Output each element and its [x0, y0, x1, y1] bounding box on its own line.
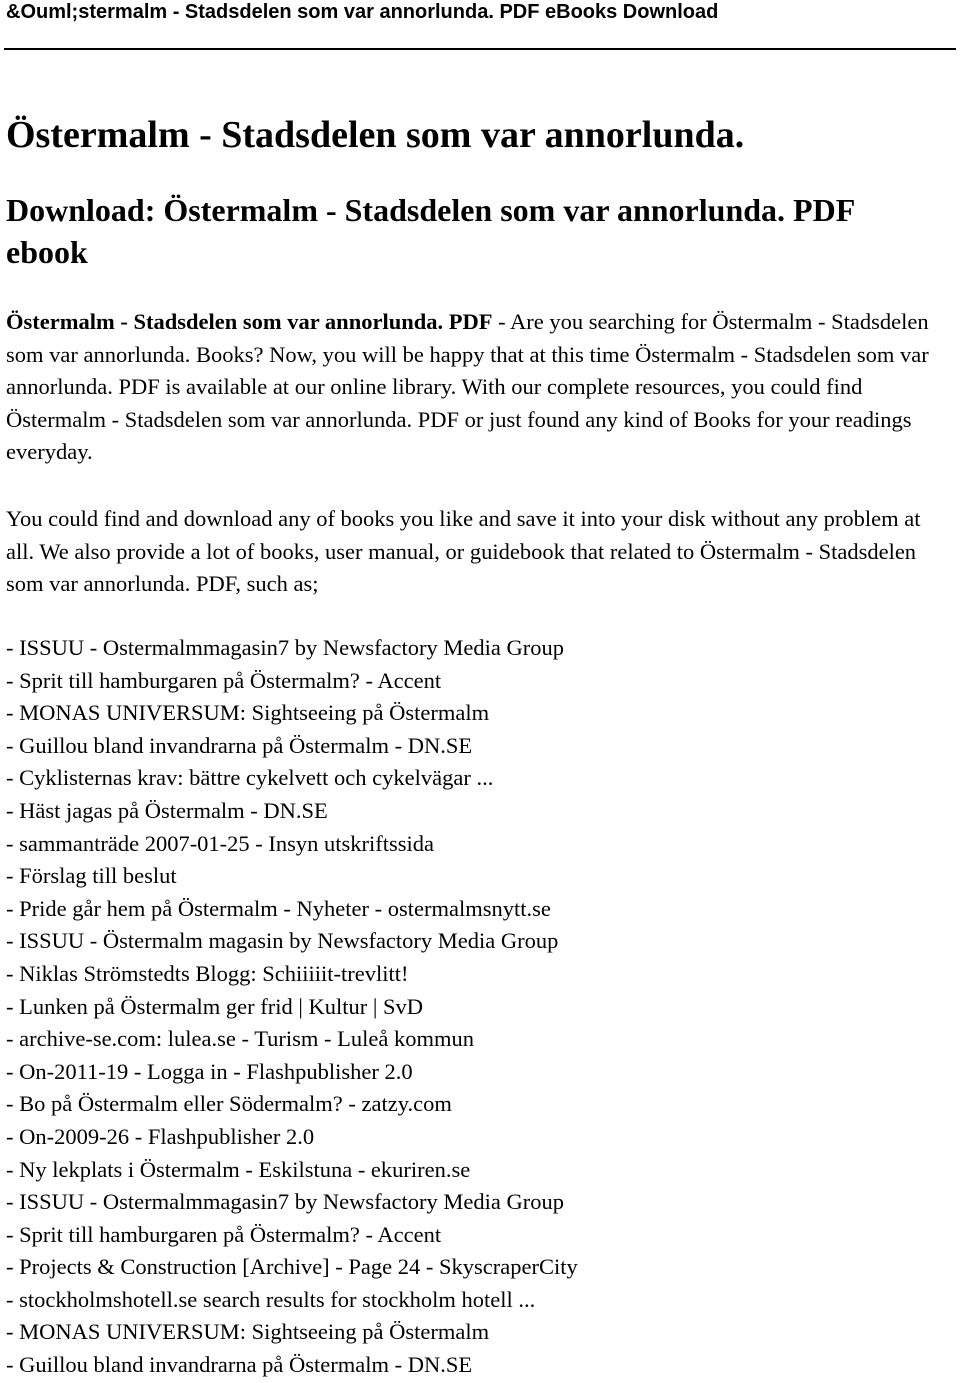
related-books-list [6, 632, 578, 1382]
list-item: - Bo på Östermalm eller Södermalm? - zatzy.com [6, 1091, 452, 1117]
list-item: - sammanträde 2007-01-25 - Insyn utskriftssida [6, 830, 435, 856]
list-item: - Guillou bland invandrarna på Östermalm - DN.SE [6, 1352, 473, 1378]
list-item: - Pride går hem på Östermalm - Nyheter - ostermalmsnytt.se [6, 895, 551, 921]
list-item: - Förslag till beslut [6, 863, 177, 889]
header-divider [4, 48, 956, 50]
list-item: - Guillou bland invandrarna på Östermalm - DN.SE [6, 732, 473, 758]
list-item: - Ny lekplats i Östermalm - Eskilstuna - ekuriren.se [6, 1156, 471, 1182]
list-item: - Lunken på Östermalm ger frid | Kultur | SvD [6, 993, 424, 1019]
list-item: - Projects & Construction [Archive] - Page 24 - SkyscraperCity [6, 1254, 578, 1280]
intro-paragraph [6, 306, 954, 469]
list-item: - Sprit till hamburgaren på Östermalm? - Accent [6, 667, 442, 693]
intro-text: - Are you searching for Östermalm - Stadsdelen som var annorlunda. Books? Now, you will be happy that at this time Östermalm - Stadsdelen som var annorlunda. PDF is available at our online library. With our complete resources, you could find Östermalm - Stadsdelen som var annorlunda. PDF or just found any kind of Books for your readings everyday. [6, 309, 929, 464]
list-item: - stockholmshotell.se search results for stockholm hotell ... [6, 1286, 536, 1312]
list-item: - On-2009-26 - Flashpublisher 2.0 [6, 1123, 315, 1149]
list-item: - ISSUU - Ostermalmmagasin7 by Newsfactory Media Group [6, 635, 565, 660]
document-title: Östermalm - Stadsdelen som var annorlunda. [6, 114, 745, 156]
list-item: - Niklas Strömstedts Blogg: Schiiiiit-trevlitt! [6, 960, 409, 986]
intro-bold-title: Östermalm - Stadsdelen som var annorlunda. PDF [6, 309, 493, 334]
list-item: - archive-se.com: lulea.se - Turism - Luleå kommun [6, 1026, 475, 1052]
page-header-title: &Ouml;stermalm - Stadsdelen som var annorlunda. PDF eBooks Download [6, 1, 719, 23]
list-item: - MONAS UNIVERSUM: Sightseeing på Östermalm [6, 700, 490, 726]
list-item: - ISSUU - Östermalm magasin by Newsfactory Media Group [6, 928, 559, 954]
list-item: - Cyklisternas krav: bättre cykelvett och cykelvägar ... [6, 765, 494, 791]
list-item: - ISSUU - Ostermalmmagasin7 by Newsfactory Media Group [6, 1189, 565, 1215]
download-paragraph: You could find and download any of books you like and save it into your disk without any problem at all. We also provide a lot of books, user manual, or guidebook that related to Östermalm - Stadsdelen som var annorlunda. PDF, such as; [6, 506, 921, 596]
list-item: - Häst jagas på Östermalm - DN.SE [6, 797, 328, 823]
list-item: - Sprit till hamburgaren på Östermalm? - Accent [6, 1221, 442, 1247]
download-heading: Download: Östermalm - Stadsdelen som var annorlunda. PDF ebook [6, 192, 855, 270]
list-item: - MONAS UNIVERSUM: Sightseeing på Östermalm [6, 1319, 490, 1345]
list-item: - On-2011-19 - Logga in - Flashpublisher 2.0 [6, 1058, 413, 1084]
